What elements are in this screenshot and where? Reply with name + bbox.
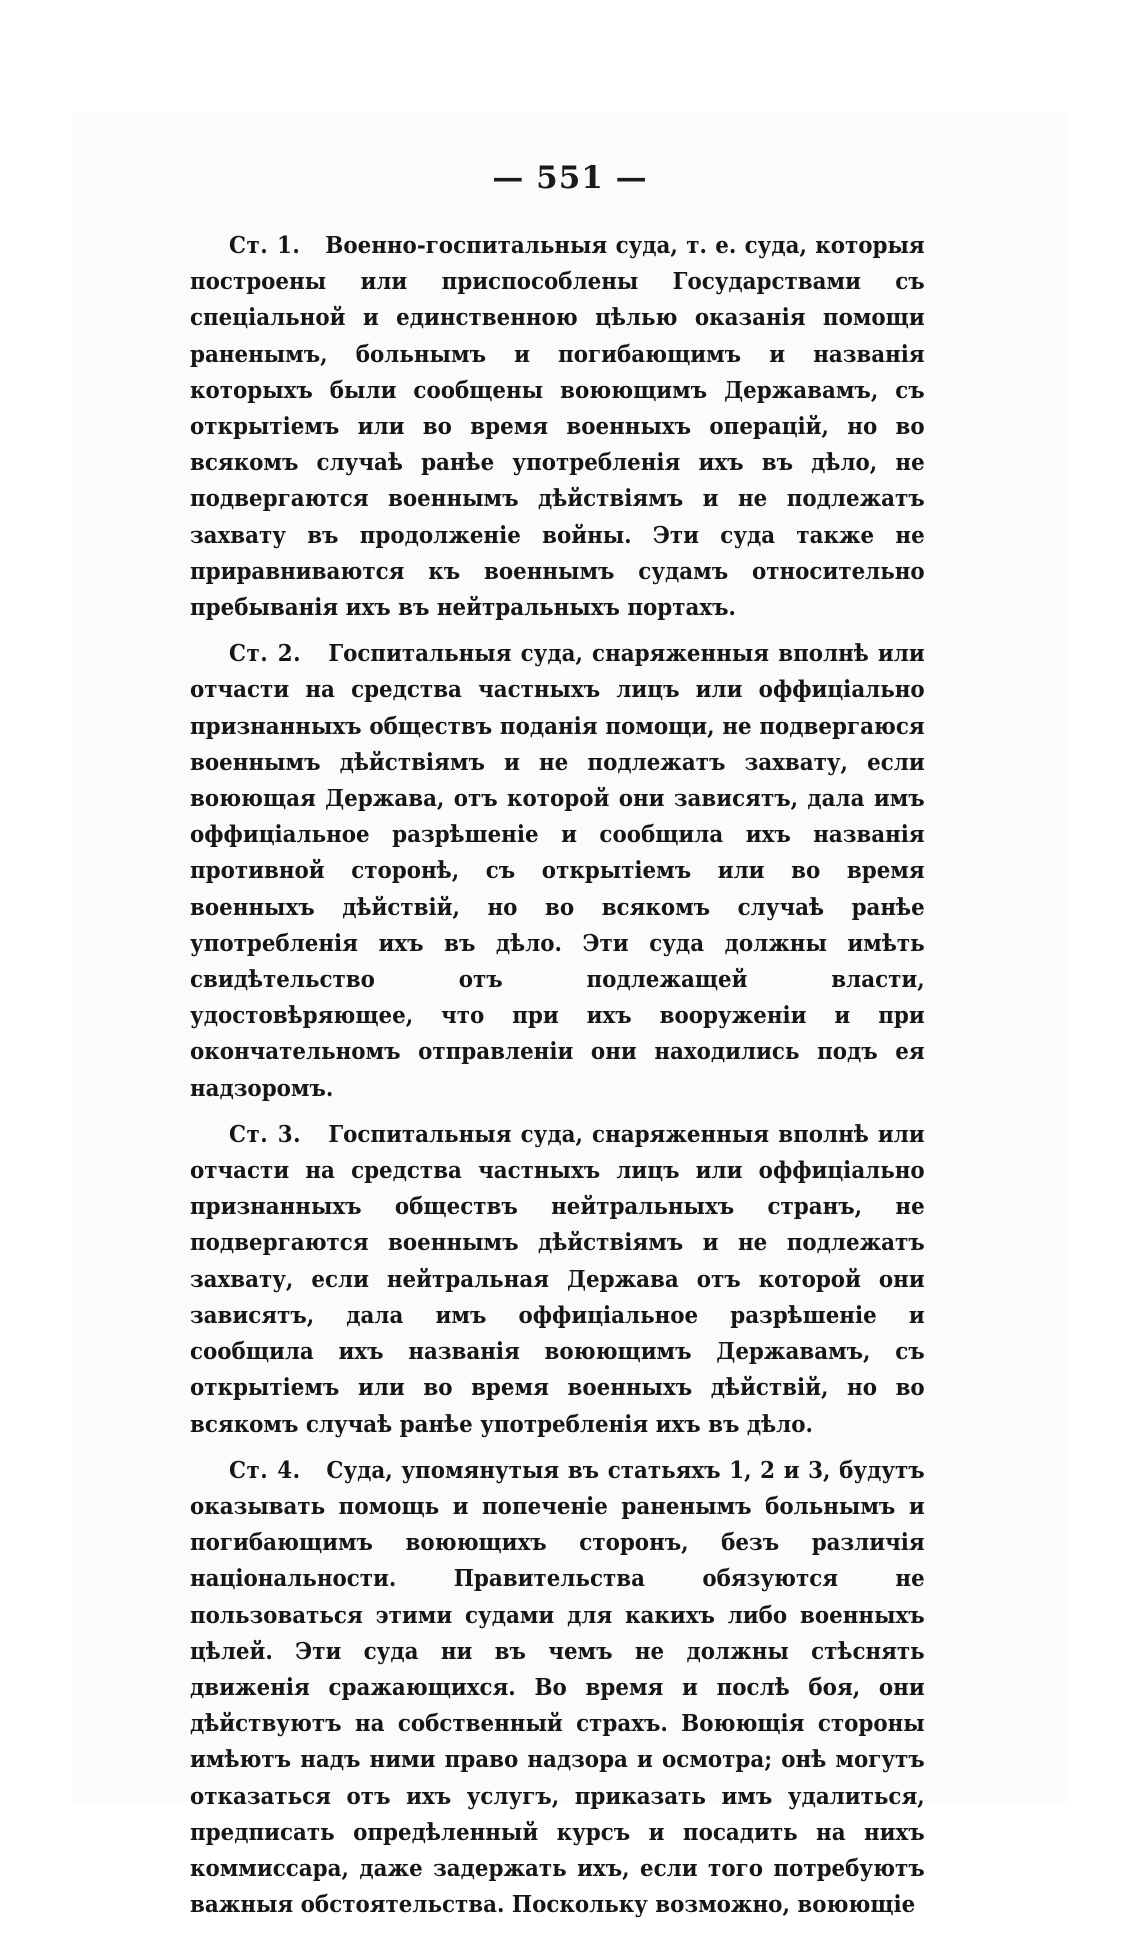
article-2-label: Ст. 2. <box>229 640 302 668</box>
article-2-text: Госпитальныя суда, снаряженныя вполнѣ или отчасти на средства частныхъ лицъ или оффиціально признанныхъ обществъ поданія помощи, не подвергаюся военнымъ дѣйствіямъ и не подлежатъ захвату, если воюющая Держава, отъ которой они зависятъ, дала имъ оффиціальное разрѣшеніе и сообщила ихъ названія противной сторонѣ, съ открытіемъ или во время военныхъ дѣйствій, но во всякомъ случаѣ ранѣе употребленія ихъ въ дѣло. Эти суда должны имѣть свидѣтельство отъ подлежащей власти, удостовѣряющее, что при ихъ вооруженіи и при окончательномъ отправленіи они находились подъ ея надзоромъ. <box>190 640 925 1102</box>
article-4-label: Ст. 4. <box>229 1456 301 1484</box>
article-4 <box>190 1453 925 1924</box>
article-1-text: Военно-госпитальныя суда, т. е. суда, которыя построены или приспособлены Государствами съ спеціальной и единственною цѣлью оказанія помощи раненымъ, больнымъ и погибающимъ и названія которыхъ были сообщены воюющимъ Державамъ, съ открытіемъ или во время военныхъ операцій, но во всякомъ случаѣ ранѣе употребленія ихъ въ дѣло, не подвергаются военнымъ дѣйствіямъ и не подлежатъ захвату въ продолженіе войны. Эти суда также не приравниваются къ военнымъ судамъ относительно пребыванія ихъ въ нейтральныхъ портахъ. <box>190 232 925 622</box>
article-2 <box>190 636 925 1107</box>
article-3-label: Ст. 3. <box>229 1120 302 1148</box>
article-3-text: Госпитальныя суда, снаряженныя вполнѣ или отчасти на средства частныхъ лицъ или оффиціально признанныхъ обществъ нейтральныхъ странъ, не подвергаются военнымъ дѣйствіямъ и не подлежатъ захвату, если нейтральная Держава отъ которой они зависятъ, дала имъ оффиціальное разрѣшеніе и сообщила ихъ названія воюющимъ Державамъ, съ открытіемъ или во время военныхъ дѣйствій, но во всякомъ случаѣ ранѣе употребленія ихъ въ дѣло. <box>190 1120 925 1438</box>
article-1-label: Ст. 1. <box>229 232 301 259</box>
article-1 <box>190 228 925 626</box>
page-number: — 551 — <box>492 160 648 196</box>
article-4-text: Суда, упомянутыя въ статьяхъ 1, 2 и 3, будутъ оказывать помощь и попеченіе раненымъ больнымъ и погибающимъ воюющихъ сторонъ, безъ различія національности. Правительства обязуются не пользоваться этими судами для какихъ либо военныхъ цѣлей. Эти суда ни въ чемъ не должны стѣснять движенія сражающихся. Во время и послѣ боя, они дѣйствуютъ на собственный страхъ. Воюющія стороны имѣютъ надъ ними право надзора и осмотра; онѣ могутъ отказаться отъ ихъ услугъ, приказать имъ удалиться, предписать опредѣленный курсъ и посадить на нихъ коммиссара, даже задержать ихъ, если того потребуютъ важныя обстоятельства. Поскольку возможно, воюющіе <box>190 1456 925 1919</box>
body-text <box>190 228 925 1933</box>
article-3 <box>190 1117 925 1443</box>
